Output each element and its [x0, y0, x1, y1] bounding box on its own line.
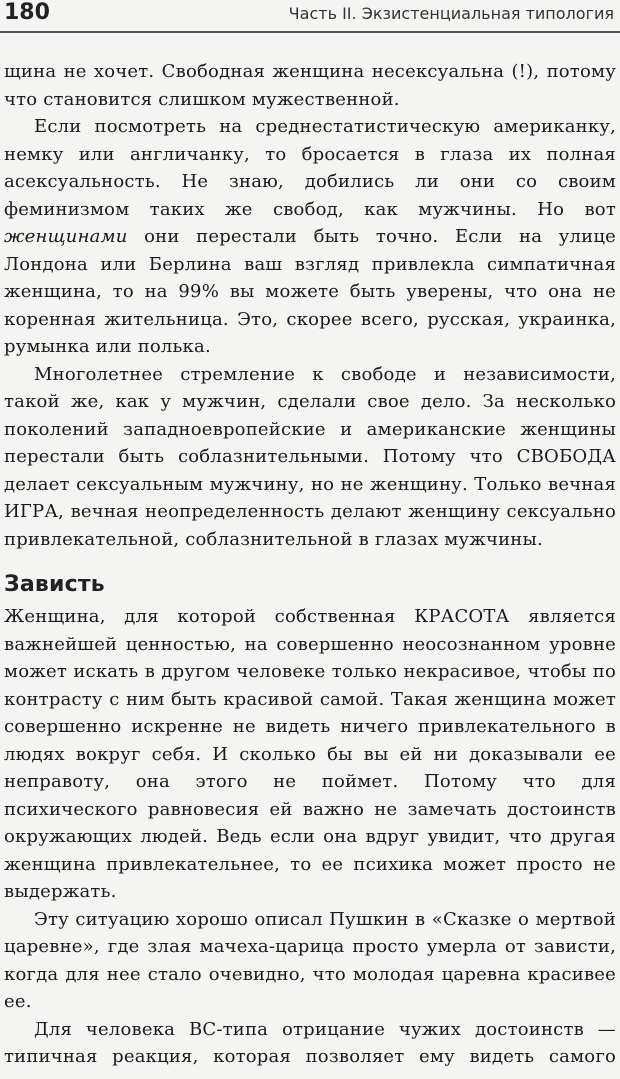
paragraph: Для человека ВС-типа отрицание чужих достоинств — типичная реакция, которая позволяет ему видеть самого — [4, 1018, 616, 1067]
paragraph: Эту ситуацию хорошо описал Пушкин в «Сказке о мертвой царевне», где злая мачеха-царица просто умерла от зависти, когда для нее стало очевидно, что молодая царевна красивее ее. — [4, 908, 616, 1012]
section-heading: Зависть — [4, 572, 105, 597]
paragraph: Женщина, для которой собственная КРАСОТА является важнейшей ценностью, на совершенно неосознанном уровне может искать в другом человеке только некрасивое, чтобы по контрасту с ним быть красивой самой. Такая женщина может совершенно искренне не видеть ничего привлекательного в людях вокруг себя. И сколько бы вы ей ни доказывали ее неправоту, она этого не поймет. Потому что для психического равновесия ей важно не замечать достоинств окружающих людей. Ведь если она вдруг увидит, что другая женщина привлекательнее, то ее психика может просто не выдержать. — [4, 606, 616, 902]
page-number: 180 — [4, 0, 50, 25]
page-header — [0, 0, 620, 30]
emphasis-text: женщинами — [4, 226, 128, 247]
paragraph: Многолетнее стремление к свободе и независимости, такой же, как у мужчин, сделали свое дело. За несколько поколений западноевропейские и американские женщины перестали быть соблазнительными. Потому что СВОБОДА делает сексуальным мужчину, но не женщину. Только вечная ИГРА, вечная неопределенность делают женщину сексуально привлекательной, соблазнительной в глазах мужчины. — [4, 363, 616, 550]
paragraph — [4, 113, 616, 361]
paragraph-text: они перестали быть точно. Если на улице Лондона или Берлина ваш взгляд привлекла симпатичная женщина, то на 99% вы можете быть уверены, что она не коренная жительница. Это, скорее всего, русская, украинка, румынка или полька. — [4, 226, 616, 357]
paragraph: щина не хочет. Свободная женщина несексуальна (!), потому что становится слишком мужественной. — [4, 61, 616, 110]
page-body — [4, 58, 616, 1071]
running-head: Часть II. Экзистенциальная типология — [288, 4, 614, 23]
paragraph-text: Если посмотреть на среднестатистическую американку, немку или англичанку, то бросается в глаза их полная асексуальность. Не знаю, добились ли они со своим феминизмом таких же свобод, как мужчины. Но вот — [4, 116, 616, 220]
header-divider — [0, 31, 620, 33]
